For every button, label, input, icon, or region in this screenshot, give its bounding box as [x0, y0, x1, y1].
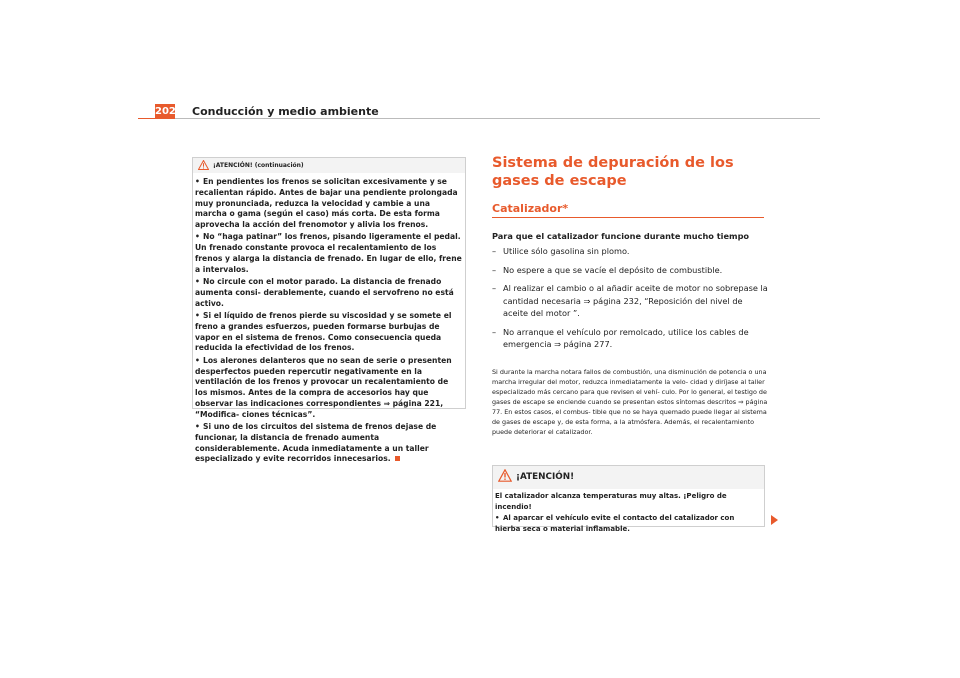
attention-box — [492, 465, 765, 533]
list-item: – Utilice sólo gasolina sin plomo. — [492, 246, 630, 256]
attention-bullet: • Al aparcar el vehículo evite el contacto del catalizador con hierba seca o material inflamable. — [495, 514, 735, 533]
warning-bullet: • Si el líquido de frenos pierde su viscosidad y se somete el freno a grandes esfuerzos, pueden formarse burbujas de vapor en el sistema de frenos. Como consecuencia queda reducida la efectividad de los frenos. — [195, 311, 452, 353]
arrow-right-icon — [771, 515, 778, 525]
list-item: – No arranque el vehículo por remolcado, utilice los cables de emergencia ⇒ página 277. — [492, 326, 749, 349]
warning-box-header — [193, 158, 465, 173]
subsection-title: Catalizador* — [492, 202, 569, 215]
page-number: 202 — [155, 106, 176, 117]
list-item: – No espere a que se vacíe el depósito de combustible. — [492, 264, 723, 275]
warning-box-body — [193, 173, 465, 465]
attention-box-body — [493, 489, 764, 535]
warning-triangle-icon — [198, 160, 209, 170]
warning-triangle-icon — [498, 469, 512, 482]
bullet-icon: • — [195, 422, 200, 432]
bullet-icon: • — [195, 277, 200, 287]
warning-bullet: • En pendientes los frenos se solicitan excesivamente y se recalientan rápido. Antes de bajar una pendiente prolongada muy pronunciada, reduzca la velocidad y cambie a una marcha o gama (según el caso) más corta. De esta forma aprovecha la acción del frenomotor y alivia los frenos. — [195, 177, 458, 230]
warning-bullet: • No circule con el motor parado. La distancia de frenado aumenta consi- derablemente, cuando el servofreno no está activo. — [195, 277, 454, 308]
bullet-icon: • — [195, 232, 200, 242]
bullet-icon: • — [195, 311, 200, 321]
section-title: Sistema de depuración de los gases de escape — [492, 155, 734, 189]
subsection-rule — [492, 217, 764, 218]
warning-box-title: ¡ATENCIÓN! (continuación) — [213, 162, 304, 169]
bullet-icon: • — [195, 177, 200, 186]
warning-box-continued — [192, 157, 466, 464]
attention-line: El catalizador alcanza temperaturas muy altas. ¡Peligro de incendio! — [495, 492, 727, 511]
warning-bullet: • Los alerones delanteros que no sean de serie o presenten desperfectos pueden repercutir negativamente en la ventilación de los frenos y provocar un recalentamiento de los mismos. Antes de la compra de accesorios hay que observar las indicaciones correspondientes ⇒ página 221, “Modifica- ciones técnicas”. — [195, 355, 452, 419]
end-square-icon — [395, 456, 400, 461]
chapter-title: Conducción y medio ambiente — [192, 105, 379, 118]
attention-box-title: ¡ATENCIÓN! — [516, 472, 575, 482]
task-title: Para que el catalizador funcione durante mucho tiempo — [492, 231, 750, 241]
list-item: – Al realizar el cambio o al añadir aceite de motor no sobrepase la cantidad necesaria ⇒ página 232, “Reposición del nivel de aceite del motor ”. — [492, 283, 768, 318]
bullet-icon: • — [195, 355, 200, 365]
warning-bullet: • Si uno de los circuitos del sistema de frenos dejase de funcionar, la distancia de frenado aumenta considerablemente. Acuda inmediatamente a un taller especializado y evite recorridos innecesarios. — [195, 422, 437, 464]
body-paragraph: Si durante la marcha notara fallos de combustión, una disminución de potencia o una marcha irregular del motor, reduzca inmediatamente la velo- cidad y diríjase al taller especializado más cercano para que revisen el vehí- culo. Por lo general, el testigo de gases de escape se enciende cuando se presentan estos síntomas descritos ⇒ página 77. En estos casos, el combus- tible que no se haya quemado puede llegar al sistema de gases de escape y, de esta forma, a la atmósfera. Además, el recalentamiento puede deteriorar el catalizador. — [492, 368, 768, 436]
instruction-list — [492, 245, 768, 357]
warning-bullet: • No “haga patinar” los frenos, pisando ligeramente el pedal. Un frenado constante provoca el recalentamiento de los frenos y alarga la distancia de frenado. En lugar de ello, frene a intervalos. — [195, 232, 462, 274]
attention-box-header — [493, 466, 764, 489]
bullet-icon: • — [495, 514, 500, 522]
